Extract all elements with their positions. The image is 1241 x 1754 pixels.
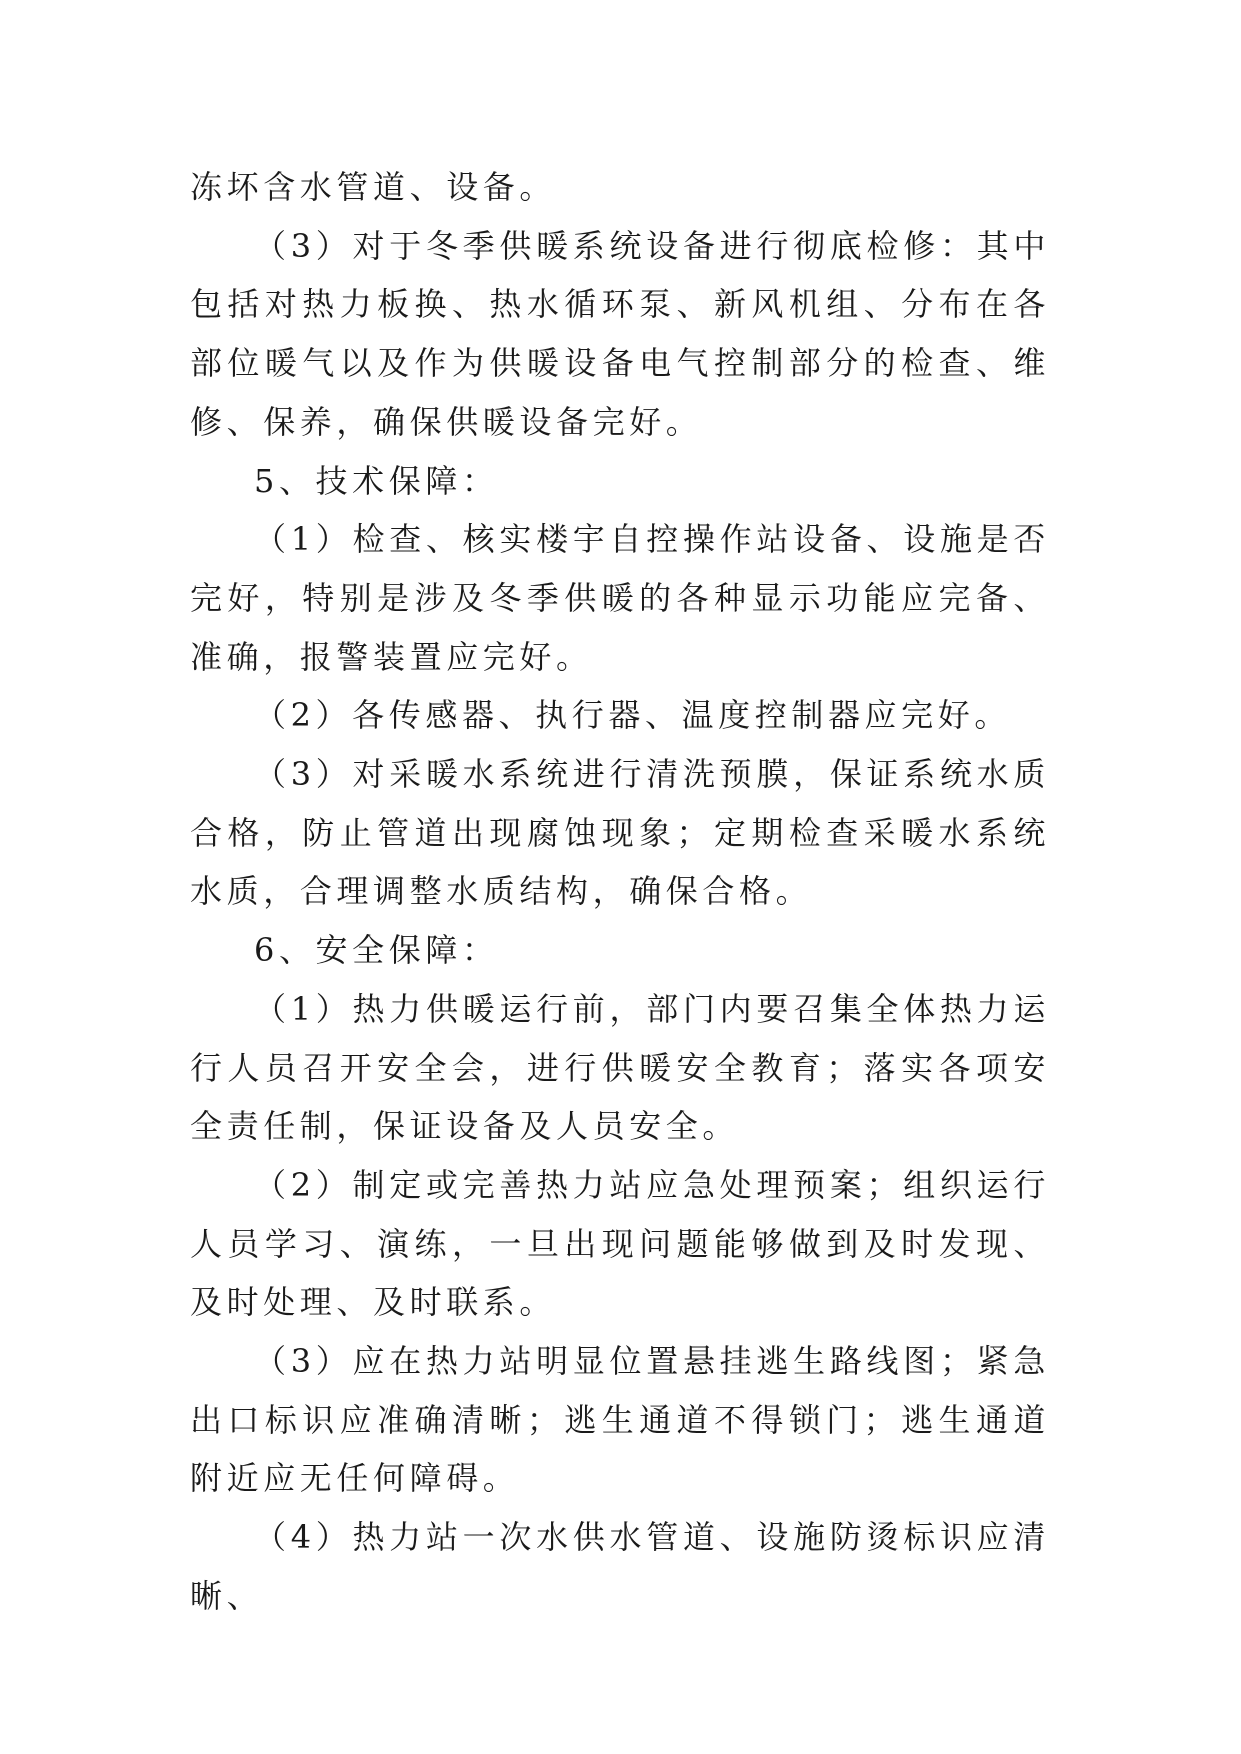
paragraph: （3）应在热力站明显位置悬挂逃生路线图；紧急出口标识应准确清晰；逃生通道不得锁门；逃生通道附近应无任何障碍。 xyxy=(190,1342,1050,1498)
paragraph: （2）制定或完善热力站应急处理预案；组织运行人员学习、演练，一旦出现问题能够做到及时发现、及时处理、及时联系。 xyxy=(190,1165,1050,1322)
paragraph: （2）各传感器、执行器、温度控制器应完好。 xyxy=(254,696,1011,735)
paragraph: （3）对于冬季供暖系统设备进行彻底检修：其中包括对热力板换、热水循环泵、新风机组、分布在各部位暖气以及作为供暖设备电气控制部分的检查、维修、保养，确保供暖设备完好。 xyxy=(190,226,1050,441)
paragraph: （3）对采暖水系统进行清洗预膜，保证系统水质合格，防止管道出现腐蚀现象；定期检查采暖水系统水质，合理调整水质结构，确保合格。 xyxy=(190,755,1050,911)
section-heading: 5、技术保障： xyxy=(254,461,499,500)
document-body xyxy=(190,158,1050,1626)
section-heading: 6、安全保障： xyxy=(254,931,499,970)
paragraph: （1）热力供暖运行前，部门内要召集全体热力运行人员召开安全会，进行供暖安全教育；落实各项安全责任制，保证设备及人员安全。 xyxy=(190,989,1050,1146)
paragraph: （1）检查、核实楼宇自控操作站设备、设施是否完好，特别是涉及冬季供暖的各种显示功能应完备、准确，报警装置应完好。 xyxy=(190,520,1050,676)
paragraph: （4）热力站一次水供水管道、设施防烫标识应清晰、 xyxy=(190,1518,1050,1615)
paragraph: 冻坏含水管道、设备。 xyxy=(190,168,557,206)
